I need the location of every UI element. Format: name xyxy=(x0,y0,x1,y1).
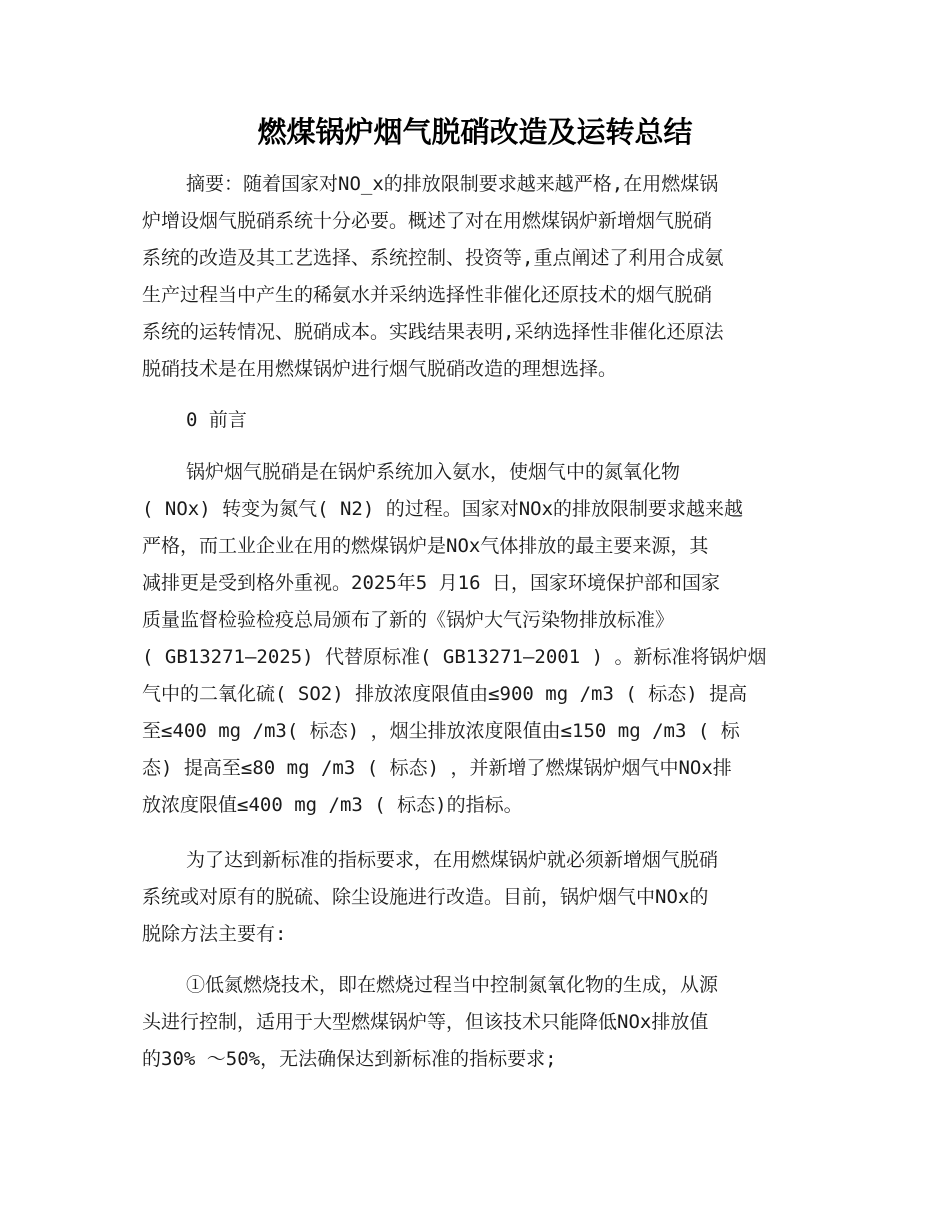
abstract-line: 炉增设烟气脱硝系统十分必要。概述了对在用燃煤锅炉新增烟气脱硝 xyxy=(142,210,713,232)
paragraph-line: ( GB13271—2025) 代替原标准( GB13271—2001 ) 。新标准将锅炉烟 xyxy=(142,646,767,668)
abstract-line: 脱硝技术是在用燃煤锅炉进行烟气脱硝改造的理想选择。 xyxy=(142,358,618,380)
paragraph-line: 系统或对原有的脱硫、除尘设施进行改造。目前，锅炉烟气中NOx的 xyxy=(142,886,709,908)
document-title: 燃煤锅炉烟气脱硝改造及运转总结 xyxy=(257,115,693,149)
paragraph-line: 的30% ～50%，无法确保达到新标准的指标要求; xyxy=(142,1048,557,1070)
section-heading-block xyxy=(142,402,808,439)
paragraph-line: 至≤400 mg /m3( 标态) ，烟尘排放浓度限值由≤150 mg /m3 ( 标 xyxy=(142,720,740,742)
paragraph-line: 为了达到新标准的指标要求，在用燃煤锅炉就必须新增烟气脱硝 xyxy=(186,849,719,871)
intro-paragraph-1 xyxy=(142,454,808,824)
paragraph-line: 质量监督检验检疫总局颁布了新的《锅炉大气污染物排放标准》 xyxy=(142,609,675,631)
intro-paragraph-3 xyxy=(142,967,808,1078)
paragraph-line: 锅炉烟气脱硝是在锅炉系统加入氨水，使烟气中的氮氧化物 xyxy=(186,461,681,483)
paragraph-line: 严格，而工业企业在用的燃煤锅炉是NOx气体排放的最主要来源，其 xyxy=(142,535,709,557)
abstract-line: 系统的改造及其工艺选择、系统控制、投资等,重点阐述了利用合成氨 xyxy=(142,247,724,269)
paragraph-line: 头进行控制，适用于大型燃煤锅炉等，但该技术只能降低NOx排放值 xyxy=(142,1011,709,1033)
abstract-paragraph xyxy=(142,166,808,388)
section-heading: 0 前言 xyxy=(186,409,247,431)
paragraph-line: ( NOx) 转变为氮气( N2) 的过程。国家对NOx的排放限制要求越来越 xyxy=(142,498,744,520)
paragraph-line: ①低氮燃烧技术，即在燃烧过程当中控制氮氧化物的生成，从源 xyxy=(186,974,719,996)
intro-paragraph-2 xyxy=(142,842,808,953)
paragraph-line: 态) 提高至≤80 mg /m3 ( 标态) ，并新增了燃煤锅炉烟气中NOx排 xyxy=(142,757,732,779)
abstract-line: 系统的运转情况、脱硝成本。实践结果表明,采纳选择性非催化还原法 xyxy=(142,321,724,343)
paragraph-line: 脱除方法主要有: xyxy=(142,923,287,945)
abstract-line: 生产过程当中产生的稀氨水并采纳选择性非催化还原技术的烟气脱硝 xyxy=(142,284,713,306)
paragraph-line: 气中的二氧化硫( SO2) 排放浓度限值由≤900 mg /m3 ( 标态) 提高 xyxy=(142,683,748,705)
paragraph-line: 放浓度限值≤400 mg /m3 ( 标态)的指标。 xyxy=(142,794,523,816)
abstract-line: 摘要：随着国家对NO_x的排放限制要求越来越严格,在用燃煤锅 xyxy=(186,173,719,195)
paragraph-line: 减排更是受到格外重视。2025年5 月16 日，国家环境保护部和国家 xyxy=(142,572,720,594)
